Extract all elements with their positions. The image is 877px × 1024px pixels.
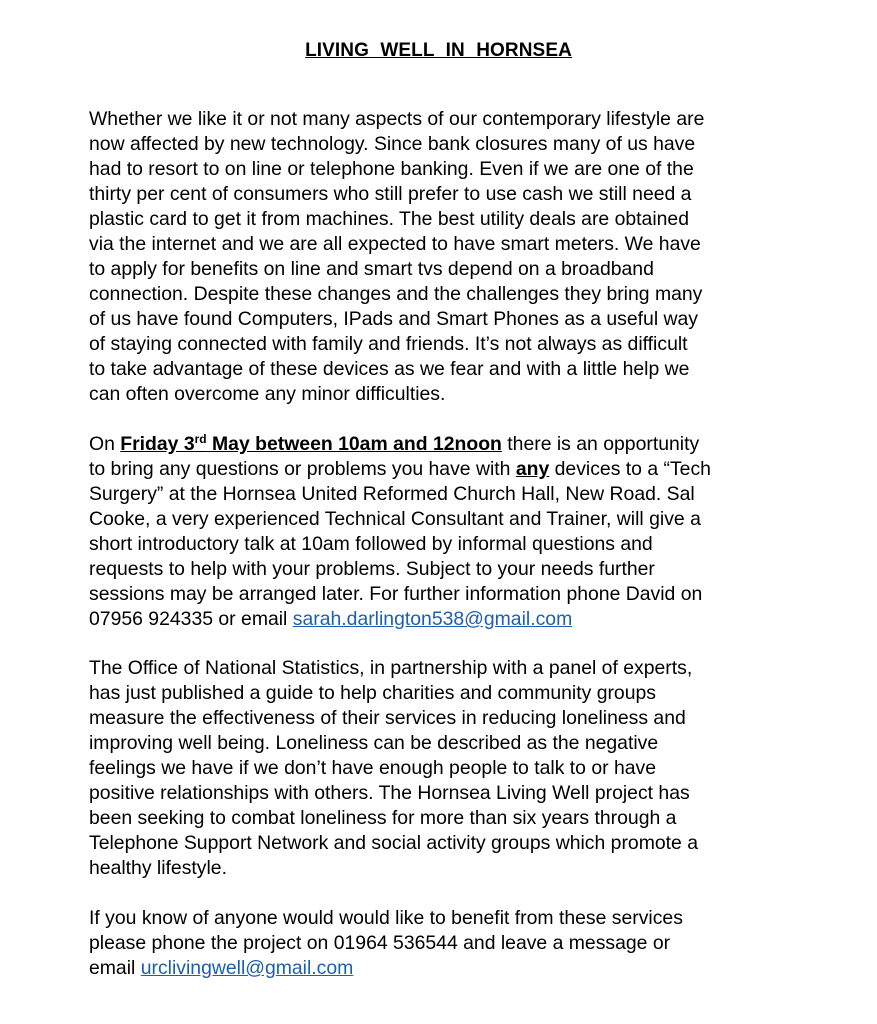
text-line: to take advantage of these devices as we fear and with a little help we: [89, 358, 690, 380]
text-line: plastic card to get it from machines. The best utility deals are obtained: [89, 208, 689, 230]
event-time: May between 10am and 12noon: [206, 433, 502, 455]
text-fragment: there is an opportunity: [501, 433, 700, 455]
text-fragment: to bring any questions or problems you have with: [89, 458, 516, 480]
text-line: The Office of National Statistics, in partnership with a panel of experts,: [89, 657, 693, 679]
text-line: please phone the project on 01964 536544 and leave a message or: [89, 932, 671, 954]
text-fragment: email: [89, 957, 141, 979]
paragraph-tech-surgery: [89, 432, 789, 632]
event-day: Friday 3: [120, 433, 195, 455]
text-line: had to resort to on line or telephone banking. Even if we are one of the: [89, 158, 694, 180]
email-link-urclivingwell[interactable]: urclivingwell@gmail.com: [140, 957, 354, 979]
text-line: positive relationships with others. The Hornsea Living Well project has: [89, 782, 690, 804]
text-fragment: On: [89, 433, 121, 455]
text-line: via the internet and we are all expected to have smart meters. We have: [89, 233, 701, 255]
text-line: sessions may be arranged later. For further information phone David on: [89, 583, 703, 605]
text-line: [89, 457, 789, 482]
text-line: to apply for benefits on line and smart tvs depend on a broadband: [89, 258, 654, 280]
page-title: LIVING WELL IN HORNSEA: [305, 40, 572, 61]
text-line: Cooke, a very experienced Technical Consultant and Trainer, will give a: [89, 508, 701, 530]
text-fragment: 07956 924335 or email: [89, 608, 293, 630]
ordinal-suffix: rd: [194, 432, 207, 446]
text-line: thirty per cent of consumers who still prefer to use cash we still need a: [89, 183, 692, 205]
text-line: [89, 956, 789, 981]
text-line: Whether we like it or not many aspects of our contemporary lifestyle are: [89, 108, 705, 130]
text-line: feelings we have if we don’t have enough people to talk to or have: [89, 757, 657, 779]
event-date-highlight: [120, 433, 502, 455]
text-line: short introductory talk at 10am followed by informal questions and: [89, 533, 653, 555]
paragraph-statistics: [89, 656, 789, 881]
text-line: [89, 607, 789, 632]
text-line: [89, 432, 789, 457]
text-line: now affected by new technology. Since bank closures many of us have: [89, 133, 696, 155]
text-line: Telephone Support Network and social activity groups which promote a: [89, 832, 698, 854]
email-link-sarah[interactable]: sarah.darlington538@gmail.com: [292, 608, 573, 630]
text-line: measure the effectiveness of their services in reducing loneliness and: [89, 707, 686, 729]
paragraph-contact: [89, 906, 789, 981]
text-line: can often overcome any minor difficulties.: [89, 383, 446, 405]
text-line: requests to help with your problems. Subject to your needs further: [89, 558, 655, 580]
text-line: has just published a guide to help charities and community groups: [89, 682, 656, 704]
text-line: connection. Despite these changes and the challenges they bring many: [89, 283, 703, 305]
text-line: improving well being. Loneliness can be described as the negative: [89, 732, 659, 754]
emphasis-any: any: [515, 458, 550, 480]
text-line: If you know of anyone would would like to benefit from these services: [89, 907, 683, 929]
text-line: of staying connected with family and friends. It’s not always as difficult: [89, 333, 688, 355]
text-line: healthy lifestyle.: [89, 857, 227, 879]
text-line: Surgery” at the Hornsea United Reformed Church Hall, New Road. Sal: [89, 483, 695, 505]
text-line: of us have found Computers, IPads and Smart Phones as a useful way: [89, 308, 698, 330]
paragraph-intro: [89, 107, 789, 407]
text-line: been seeking to combat loneliness for more than six years through a: [89, 807, 677, 829]
text-fragment: devices to a “Tech: [549, 458, 711, 480]
